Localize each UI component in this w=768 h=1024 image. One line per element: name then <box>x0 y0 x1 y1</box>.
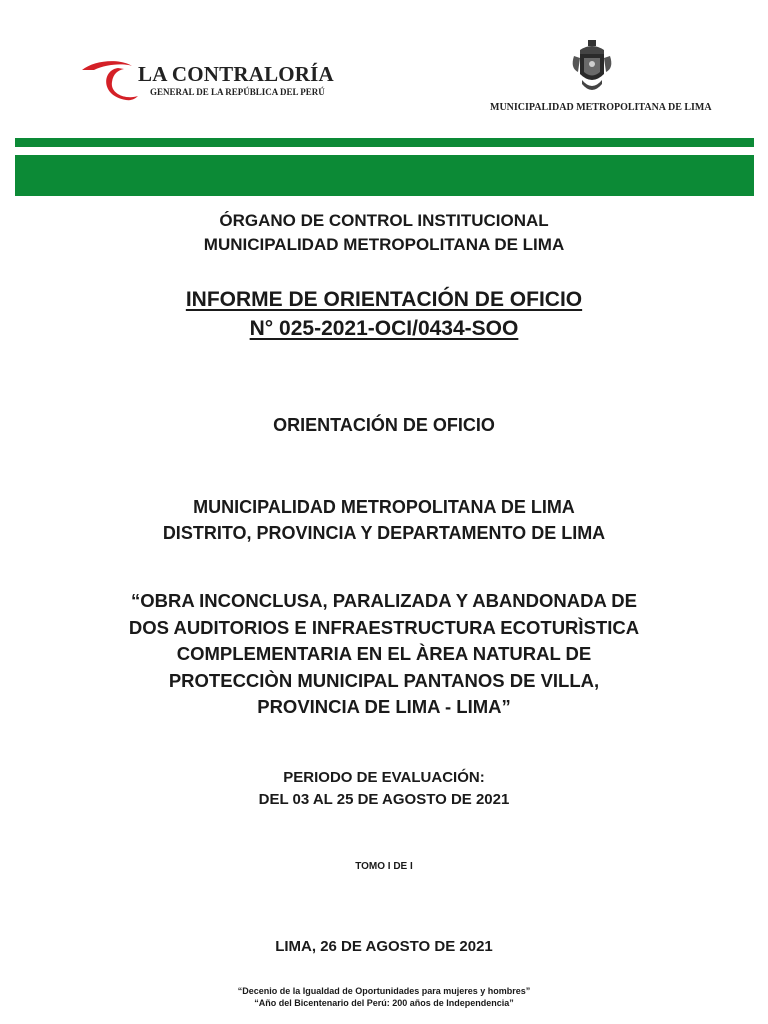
organo-heading <box>0 209 768 257</box>
entidad-line: MUNICIPALIDAD METROPOLITANA DE LIMA <box>193 497 575 517</box>
orientacion-heading: ORIENTACIÓN DE OFICIO <box>273 415 495 435</box>
obra-title <box>0 588 768 721</box>
contraloria-subtitle: GENERAL DE LA REPÚBLICA DEL PERÚ <box>150 87 325 97</box>
contraloria-name: LA CONTRALORÍA <box>138 62 334 86</box>
periodo-range: DEL 03 AL 25 DE AGOSTO DE 2021 <box>258 791 510 808</box>
contraloria-swoosh-icon <box>80 56 140 106</box>
official-motto <box>0 985 768 1009</box>
header-divider-thin <box>15 138 754 147</box>
entidad-line: DISTRITO, PROVINCIA Y DEPARTAMENTO DE LIMA <box>162 523 606 543</box>
header-divider-thick <box>15 155 754 196</box>
entidad-block <box>0 494 768 546</box>
obra-line: PROTECCIÒN MUNICIPAL PANTANOS DE VILLA, <box>168 669 600 691</box>
informe-title-line: INFORME DE ORIENTACIÓN DE OFICIO <box>185 288 583 311</box>
obra-line: COMPLEMENTARIA EN EL ÀREA NATURAL DE <box>176 643 592 664</box>
motto-line: “Decenio de la Igualdad de Oportunidades para mujeres y hombres” <box>237 986 531 996</box>
coat-of-arms-icon <box>570 38 614 100</box>
contraloria-logo <box>80 56 334 106</box>
organo-line: MUNICIPALIDAD METROPOLITANA DE LIMA <box>203 235 565 254</box>
document-date: LIMA, 26 DE AGOSTO DE 2021 <box>275 938 493 955</box>
obra-line: DOS AUDITORIOS E INFRAESTRUCTURA ECOTURÌSTICA <box>128 616 640 638</box>
informe-number: N° 025-2021-OCI/0434-SOO <box>249 317 519 340</box>
municipalidad-name: MUNICIPALIDAD METROPOLITANA DE LIMA <box>490 102 712 113</box>
periodo-label: PERIODO DE EVALUACIÓN: <box>283 769 485 786</box>
informe-title <box>0 285 768 343</box>
tomo-label: TOMO I DE I <box>355 861 413 872</box>
motto-line: “Año del Bicentenario del Perú: 200 años de Independencia” <box>254 998 514 1008</box>
obra-line: “OBRA INCONCLUSA, PARALIZADA Y ABANDONADA DE <box>130 590 637 611</box>
municipalidad-logo <box>490 38 712 118</box>
organo-line: ÓRGANO DE CONTROL INSTITUCIONAL <box>219 211 549 230</box>
obra-line: PROVINCIA DE LIMA - LIMA” <box>257 696 511 717</box>
periodo-evaluacion <box>0 767 768 811</box>
